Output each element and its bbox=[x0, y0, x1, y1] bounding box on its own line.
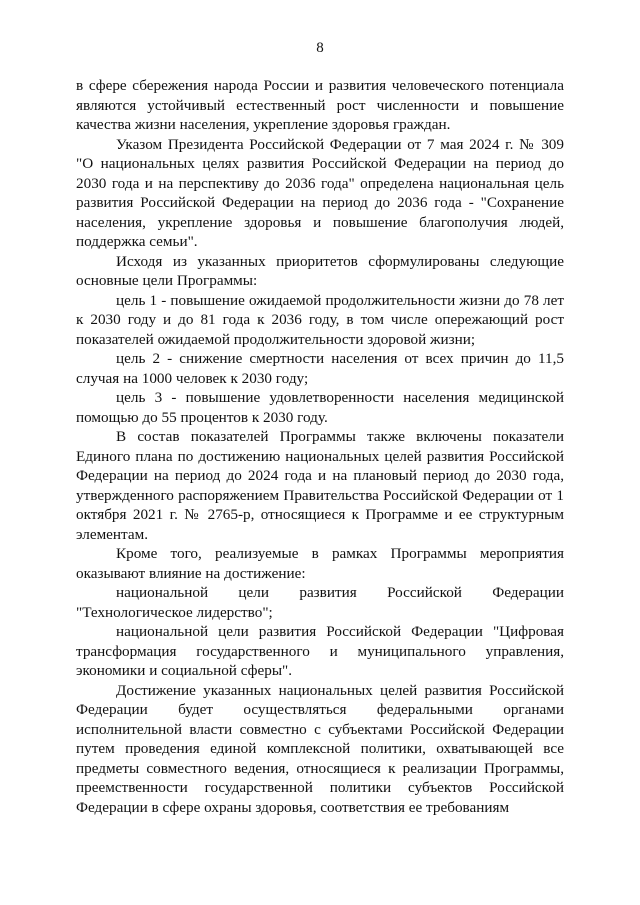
paragraph-tech-leadership: национальной цели развития Российской Федерации "Технологическое лидерство"; bbox=[76, 584, 564, 621]
paragraph-achievement: Достижение указанных национальных целей развития Российской Федерации будет осуществляться федеральными органами исполнительной власти совместно с субъектами Российской Федерации путем проведения единой комплексной политики, охватывающей все предметы совместного ведения, относящиеся к реализации Программы, преемственности государственной политики субъектов Российской Федерации в сфере охраны здоровья, соответствия ее требованиям bbox=[76, 681, 564, 816]
paragraph-goal-1: цель 1 - повышение ожидаемой продолжительности жизни до 78 лет к 2030 году и до 81 года к 2036 году, в том числе опережающий рост показателей ожидаемой продолжительности здоровой жизни; bbox=[76, 291, 564, 348]
paragraph-goal-2: цель 2 - снижение смертности населения от всех причин до 11,5 случая на 1000 человек к 2030 году; bbox=[76, 350, 564, 387]
paragraph-influence-intro: Кроме того, реализуемые в рамках Программы мероприятия оказывают влияние на достижение: bbox=[76, 545, 564, 582]
page-number: 8 bbox=[316, 40, 324, 56]
paragraph-indicators: В состав показателей Программы также включены показатели Единого плана по достижению национальных целей развития Российской Федерации на период до 2024 года и на плановый период до 2030 года, утвержденного распоряжением Правительства Российской Федерации от 1 октября 2021 г. № 2765-р, относящиеся к Программе и ее структурным элементам. bbox=[76, 428, 564, 543]
paragraph-decree-reference: Указом Президента Российской Федерации от 7 мая 2024 г. № 309 "О национальных целях развития Российской Федерации на период до 2030 года и на перспективу до 2036 года" определена национальная цель развития Российской Федерации на период до 2036 года - "Сохранение населения, укрепление здоровья и повышение благополучия людей, поддержка семьи". bbox=[76, 135, 564, 250]
paragraph-digital-transformation: национальной цели развития Российской Федерации "Цифровая трансформация государственного и муниципального управления, экономики и социальной сферы". bbox=[76, 623, 564, 679]
paragraph-continuation: в сфере сбережения народа России и развития человеческого потенциала являются устойчивый естественный рост численности и повышение качества жизни населения, укрепление здоровья граждан. bbox=[76, 77, 564, 133]
paragraph-goal-3: цель 3 - повышение удовлетворенности населения медицинской помощью до 55 процентов к 2030 году. bbox=[76, 389, 564, 426]
paragraph-program-goals-intro: Исходя из указанных приоритетов сформулированы следующие основные цели Программы: bbox=[76, 252, 564, 289]
document-body bbox=[76, 76, 564, 817]
